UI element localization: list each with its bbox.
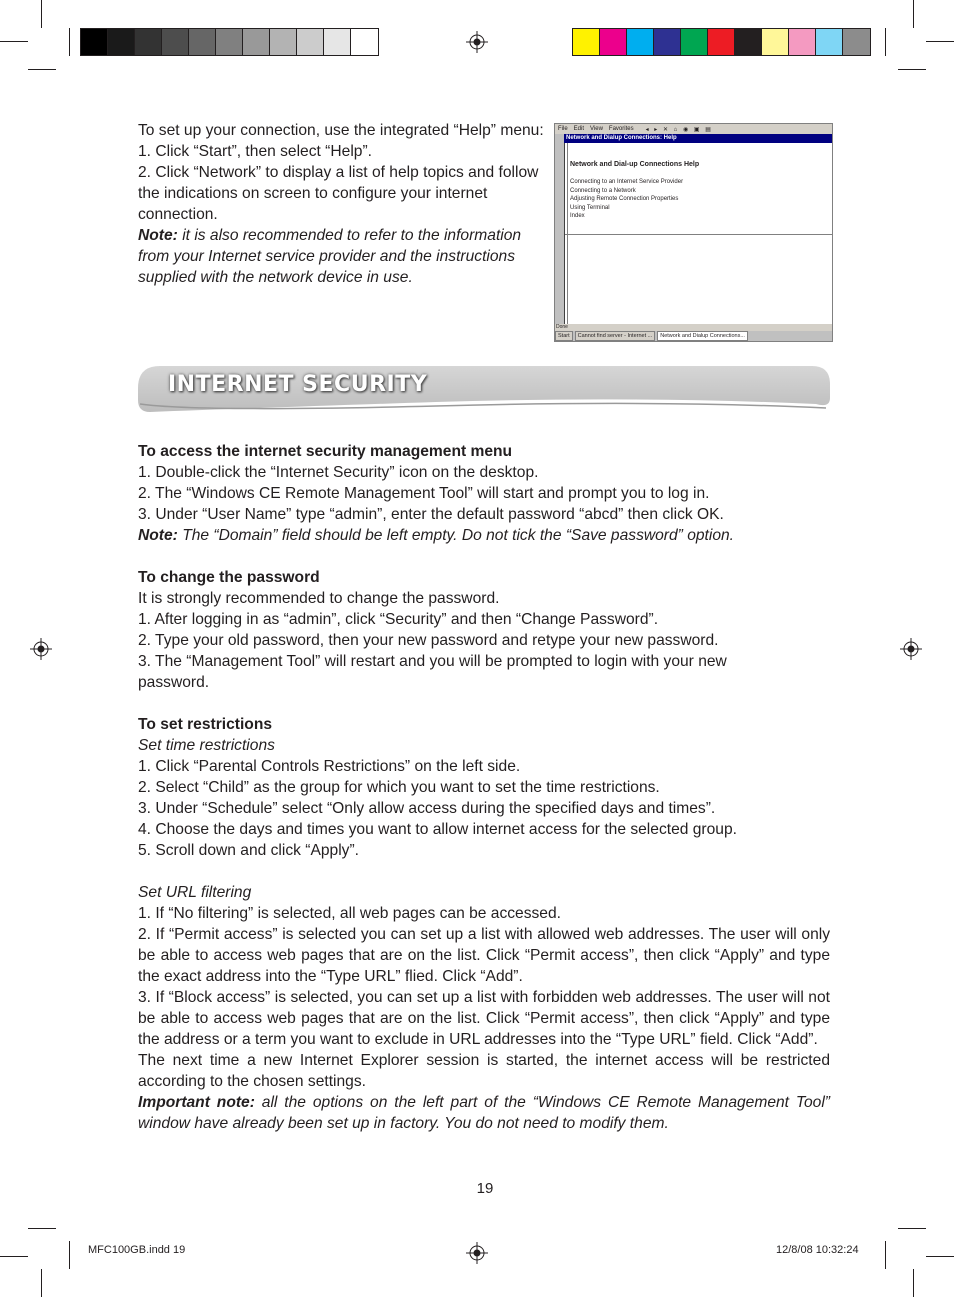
color-swatch [324,29,351,55]
status-bar: Done [555,324,833,331]
main-content [138,441,830,1134]
crop-mark [898,69,926,70]
help-window-screenshot [554,123,833,342]
color-bar [572,28,871,56]
note-text: it is also recommended to refer to the information from your Internet service provider and the instructions supplied with the network device in use. [138,227,522,286]
access-step: 1. Double-click the “Internet Security” icon on the desktop. [138,464,539,481]
menu-item: View [590,126,603,132]
access-heading: To access the internet security management menu [138,443,513,460]
time-step: 4. Choose the days and times you want to allow internet access for the selected group. [138,821,737,838]
menu-item: File [558,126,568,132]
color-swatch [297,29,324,55]
color-swatch [162,29,189,55]
crop-mark [28,1228,56,1229]
crop-mark [898,1228,926,1229]
restrictions-heading: To set restrictions [138,716,273,733]
url-step: 1. If “No filtering” is selected, all web pages can be accessed. [138,905,561,922]
access-step: 3. Under “User Name” type “admin”, enter the default password “abcd” then click OK. [138,506,724,523]
intro-lead: To set up your connection, use the integrated “Help” menu: [138,122,544,139]
help-link: Index [570,213,585,219]
url-step: The next time a new Internet Explorer session is started, the internet access will be restricted according to the chosen settings. [138,1052,830,1090]
color-swatch [573,29,600,55]
intro-step: 1. Click “Start”, then select “Help”. [138,143,372,160]
time-step: 3. Under “Schedule” select “Only allow access during the specified days and times”. [138,800,716,817]
crop-mark [0,1256,28,1257]
start-button: Start [555,331,573,341]
window-title: Network and Dialup Connections: Help [564,134,832,143]
password-step: 3. The “Management Tool” will restart and you will be prompted to login with your new password. [138,653,727,691]
crop-mark [41,0,42,28]
registration-mark-icon [900,638,922,660]
time-step: 2. Select “Child” as the group for which you want to set the time restrictions. [138,779,660,796]
color-swatch [81,29,108,55]
slug-left: MFC100GB.indd 19 [88,1244,186,1256]
help-link: Adjusting Remote Connection Properties [570,196,679,202]
color-swatch [627,29,654,55]
crop-mark [926,1256,954,1257]
important-label: Important note: [138,1094,255,1111]
color-swatch [762,29,789,55]
access-note [138,525,830,546]
password-step: 1. After logging in as “admin”, click “Security” and then “Change Password”. [138,611,659,628]
help-pane [564,143,833,326]
slug-right: 12/8/08 10:32:24 [776,1244,859,1256]
menu-bar [555,124,832,134]
help-link: Using Terminal [570,204,610,211]
grayscale-bar [80,28,379,56]
intro-section [138,120,544,288]
crop-mark [69,1241,70,1269]
time-step: 1. Click “Parental Controls Restrictions” on the left side. [138,758,521,775]
note-label: Note: [138,527,178,544]
color-swatch [816,29,843,55]
color-swatch [135,29,162,55]
intro-step: 2. Click “Network” to display a list of help topics and follow the indications on screen to configure your internet connection. [138,164,539,223]
color-swatch [654,29,681,55]
crop-mark [885,1241,886,1269]
taskbar-item: Network and Dialup Connections... [657,331,748,341]
section-title: INTERNET SECURITY [168,372,428,397]
help-links [570,178,683,221]
color-swatch [243,29,270,55]
help-link: Connecting to a Network [570,187,636,194]
intro-note [138,225,544,288]
page-number: 19 [476,1180,494,1197]
time-step: 5. Scroll down and click “Apply”. [138,842,360,859]
crop-mark [28,69,56,70]
color-swatch [270,29,297,55]
color-swatch [789,29,816,55]
color-swatch [681,29,708,55]
url-filtering-subheading: Set URL filtering [138,884,252,901]
crop-mark [0,41,28,42]
important-text: all the options on the left part of the “Windows CE Remote Management Tool” window have already been set up in factory. You do not need to modify them. [138,1094,830,1132]
access-step: 2. The “Windows CE Remote Management Tool” will start and prompt you to log in. [138,485,710,502]
registration-mark-icon [466,1242,488,1264]
important-note [138,1092,830,1134]
crop-mark [885,28,886,56]
note-text: The “Domain” field should be left empty. Do not tick the “Save password” option. [177,527,735,544]
pane-rule [565,234,833,235]
registration-mark-icon [466,31,488,53]
help-link: Connecting to an Internet Service Provider [570,179,684,185]
note-label: Note: [138,227,178,244]
url-step: 2. If “Permit access” is selected you can set up a list with allowed web addresses. The user will only be able to access web pages that are on the list. Click “Permit access”, then click “Apply” and type the exact address into the “Type URL” flied. Click “Add”. [138,926,830,985]
color-swatch [708,29,735,55]
url-step: 3. If “Block access” is selected, you can set up a list with forbidden web addresses. The user will not be able to access web pages that are on the list. Click “Permit access”, then click “Apply” and type the address or a term you want to exclude in URL addresses into the “Type URL” field. Click “Add”. [138,989,830,1048]
taskbar [555,331,832,341]
color-swatch [735,29,762,55]
toolbar-icons: ◂ ▸ ✕ ⌂ ◉ ▣ ▤ [645,126,713,133]
menu-item: Edit [573,126,585,132]
registration-mark-icon [30,638,52,660]
color-swatch [216,29,243,55]
crop-mark [926,41,954,42]
time-restrictions-subheading: Set time restrictions [138,737,275,754]
color-swatch [351,29,378,55]
crop-mark [913,0,914,28]
password-lead: It is strongly recommended to change the password. [138,590,500,607]
color-swatch [189,29,216,55]
taskbar-item: Cannot find server - Internet ... [575,331,656,341]
menu-item: Favorites [608,126,634,132]
crop-mark [913,1269,914,1297]
crop-mark [41,1269,42,1297]
color-swatch [108,29,135,55]
password-step: 2. Type your old password, then your new password and retype your new password. [138,632,719,649]
help-heading: Network and Dial-up Connections Help [570,161,700,168]
color-swatch [843,29,870,55]
color-swatch [600,29,627,55]
password-heading: To change the password [138,569,320,586]
crop-mark [69,28,70,56]
